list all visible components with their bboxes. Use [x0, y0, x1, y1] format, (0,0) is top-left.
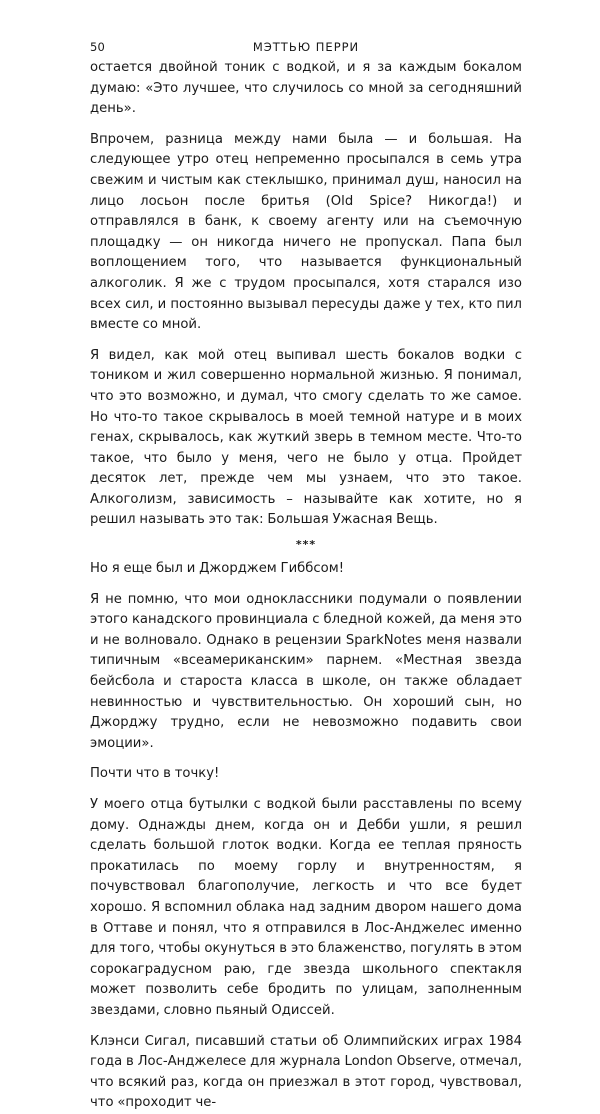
body-text	[90, 58, 522, 1114]
paragraph: Я не помню, что мои одноклассники подумали о появлении этого канадского провинциала с бледной кожей, да меня это и не волновало. Однако в рецензии SparkNotes меня назвали типичным «всеамериканским» парнем. «Местная звезда бейсбола и староста класса в школе, он также обладает невинностью и чувствительностью. Он хороший сын, но Джорджу трудно, если не невозможно подавить свои эмоции».	[90, 591, 522, 751]
page-number: 50	[90, 40, 106, 54]
paragraph: Клэнси Сигал, писавший статьи об Олимпийских играх 1984 года в Лос-Анджелесе для журнала London Observe, отмечал, что всякий раз, когда он приезжал в этот город, чувствовал, что «проходит че-	[90, 1033, 522, 1111]
paragraph: Впрочем, разница между нами была — и большая. На следующее утро отец непременно просыпался в семь утра свежим и чистым как стеклышко, принимал душ, наносил на лицо лосьон после бритья (Old Spice? Никогда!) и отправлялся в банк, к своему агенту или на съемочную площадку — он никогда ничего не пропускал. Папа был воплощением того, что называется функциональный алкоголик. Я же с трудом просыпался, хотя старался изо всех сил, и постоянно вызывал пересуды даже у тех, кто пил вместе со мной.	[90, 131, 522, 333]
paragraph: У моего отца бутылки с водкой были расставлены по всему дому. Однажды днем, когда он и Дебби ушли, я решил сделать большой глоток водки. Когда ее теплая пряность прокатилась по моему горлу и внутренностям, я почувствовал благополучие, легкость и что все будет хорошо. Я вспомнил облака над задним двором нашего дома в Оттаве и понял, что я отправился в Лос-Анджелес именно для того, чтобы окунуться в это блаженство, погулять в этом сорокаградусном раю, где звезда школьного спектакля может позволить себе бродить по улицам, заполненным звездами, словно пьяный Одиссей.	[90, 797, 522, 1018]
running-head: МЭТТЬЮ ПЕРРИ	[252, 40, 360, 54]
page-header	[90, 0, 522, 58]
paragraph: остается двойной тоник с водкой, и я за каждым бокалом думаю: «Это лучшее, что случилось со мной за сегодняшний день».	[90, 60, 522, 117]
section-separator: ***	[295, 538, 317, 552]
paragraph: Я видел, как мой отец выпивал шесть бокалов водки с тоником и жил совершенно нормальной жизнью. Я понимал, что это возможно, и думал, что смогу сделать то же самое. Но что-то такое скрывалось в моей темной натуре и в моих генах, скрывалось, как жуткий зверь в темном месте. Что-то такое, что было у меня, чего не было у отца. Пройдет десяток лет, прежде чем мы узнаем, что это такое. Алкоголизм, зависимость – называйте как хотите, но я решил называть это так: Большая Ужасная Вещь.	[90, 347, 522, 528]
paragraph: Почти что в точку!	[90, 766, 220, 782]
paragraph: Но я еще был и Джорджем Гиббсом!	[90, 561, 344, 577]
